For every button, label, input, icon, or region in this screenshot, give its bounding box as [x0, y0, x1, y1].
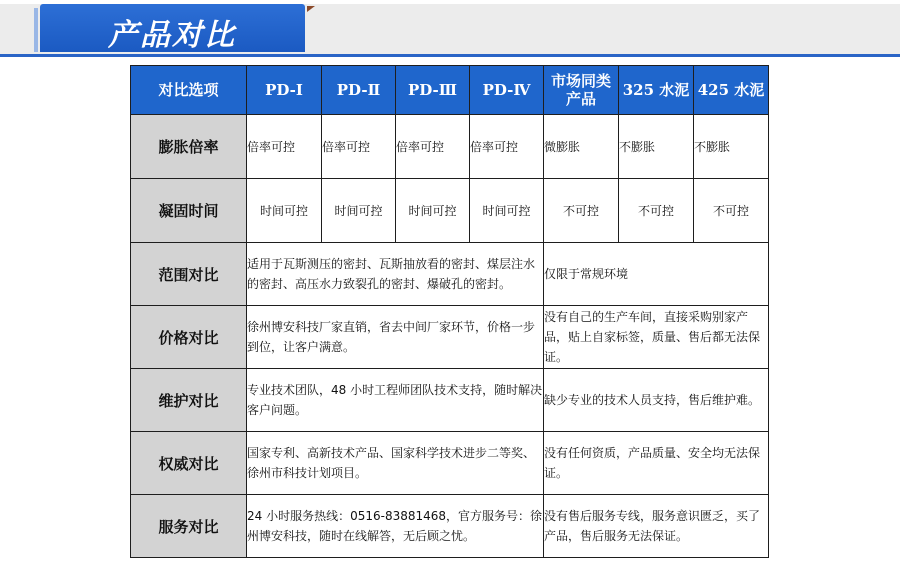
- table-row: [131, 495, 769, 558]
- our-product-cell: 适用于瓦斯测压的密封、瓦斯抽放看的密封、煤层注水的密封、高压水力致裂孔的密封、爆破孔的密封。: [247, 243, 544, 306]
- table-row: [131, 115, 769, 179]
- col-header-pd2: PD-Ⅱ: [322, 66, 396, 115]
- others-cell: 仅限于常规环境: [544, 243, 769, 306]
- our-product-cell: 专业技术团队，48 小时工程师团队技术支持，随时解决客户问题。: [247, 369, 544, 432]
- table-cell: 不可控: [619, 179, 694, 243]
- col-header-325: 325 水泥: [619, 66, 694, 115]
- table-cell: 倍率可控: [396, 115, 470, 179]
- table-cell: 微膨胀: [544, 115, 619, 179]
- col-header-pd3: PD-Ⅲ: [396, 66, 470, 115]
- comparison-table: [130, 65, 769, 558]
- col-header-pd4: PD-Ⅳ: [470, 66, 544, 115]
- row-label: 维护对比: [131, 369, 247, 432]
- table-row: [131, 243, 769, 306]
- table-cell: 时间可控: [470, 179, 544, 243]
- row-label: 权威对比: [131, 432, 247, 495]
- table-row: [131, 179, 769, 243]
- others-cell: 没有自己的生产车间，直接采购别家产品，贴上自家标签，质量、售后都无法保证。: [544, 306, 769, 369]
- page-title: 产品对比: [108, 18, 236, 53]
- our-product-cell: 徐州博安科技厂家直销，省去中间厂家环节，价格一步到位，让客户满意。: [247, 306, 544, 369]
- table-cell: 时间可控: [247, 179, 322, 243]
- row-label: 范围对比: [131, 243, 247, 306]
- table-cell: 时间可控: [322, 179, 396, 243]
- table-cell: 时间可控: [396, 179, 470, 243]
- table-cell: 不可控: [544, 179, 619, 243]
- table-cell: 不可控: [694, 179, 769, 243]
- others-cell: 没有任何资质，产品质量、安全均无法保证。: [544, 432, 769, 495]
- row-label: 凝固时间: [131, 179, 247, 243]
- row-label: 价格对比: [131, 306, 247, 369]
- our-product-cell: 国家专利、高新技术产品、国家科学技术进步二等奖、徐州市科技计划项目。: [247, 432, 544, 495]
- table-header-row: [131, 66, 769, 115]
- col-header-option: 对比选项: [131, 66, 247, 115]
- title-accent-bar: [34, 8, 38, 52]
- row-label: 服务对比: [131, 495, 247, 558]
- table-cell: 不膨胀: [619, 115, 694, 179]
- table-row: [131, 369, 769, 432]
- col-header-market: 市场同类产品: [544, 66, 619, 115]
- our-product-cell: 24 小时服务热线：0516-83881468，官方服务号：徐州博安科技，随时在线解答，无后顾之忧。: [247, 495, 544, 558]
- table-cell: 不膨胀: [694, 115, 769, 179]
- table-row: [131, 306, 769, 369]
- row-label: 膨胀倍率: [131, 115, 247, 179]
- table-row: [131, 432, 769, 495]
- table-cell: 倍率可控: [247, 115, 322, 179]
- table-cell: 倍率可控: [322, 115, 396, 179]
- col-header-425: 425 水泥: [694, 66, 769, 115]
- table-cell: 倍率可控: [470, 115, 544, 179]
- others-cell: 没有售后服务专线，服务意识匮乏，买了产品，售后服务无法保证。: [544, 495, 769, 558]
- col-header-pd1: PD-Ⅰ: [247, 66, 322, 115]
- others-cell: 缺少专业的技术人员支持，售后维护难。: [544, 369, 769, 432]
